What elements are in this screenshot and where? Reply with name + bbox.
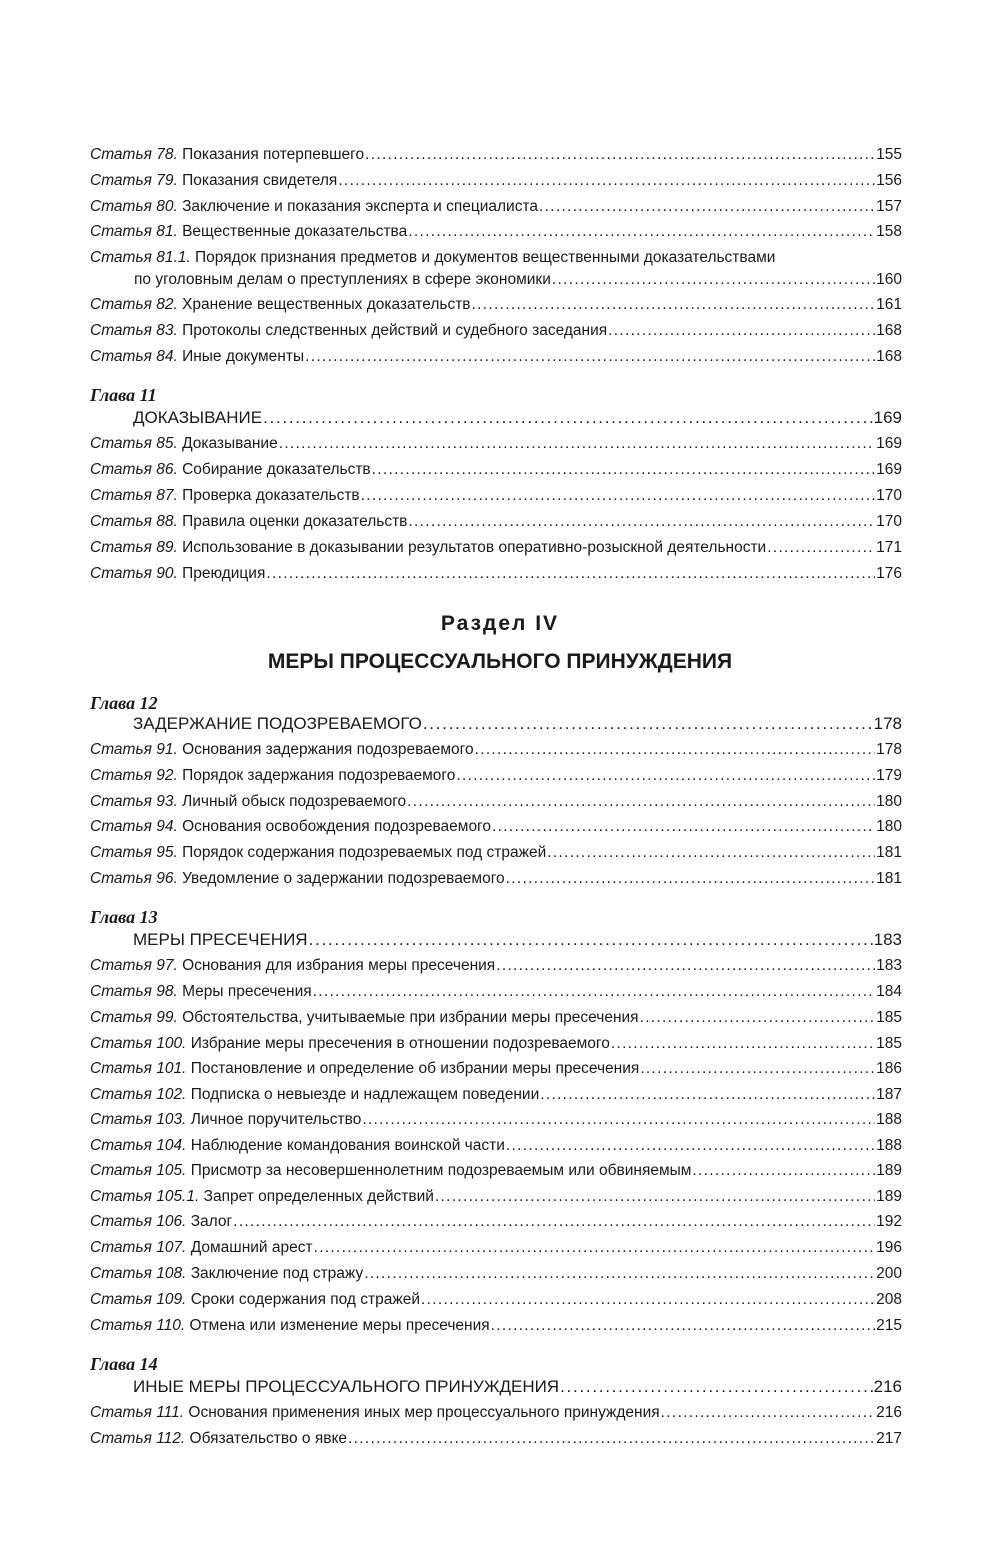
article-entry[interactable]	[90, 434, 902, 454]
article-entry[interactable]	[90, 1059, 902, 1079]
page-number: 156	[876, 172, 902, 189]
page-number: 185	[876, 1009, 902, 1026]
dot-leader	[456, 766, 875, 786]
dot-leader	[309, 930, 873, 950]
article-entry[interactable]	[90, 1264, 902, 1284]
article-title: Личный обыск подозреваемого	[182, 793, 407, 810]
page-number: 208	[876, 1291, 902, 1308]
article-entry[interactable]	[90, 1290, 902, 1310]
dot-leader	[496, 956, 875, 976]
page-number: 170	[876, 487, 902, 504]
article-entry[interactable]	[90, 222, 902, 242]
page-number: 181	[876, 870, 902, 887]
article-title: Уведомление о задержании подозреваемого	[182, 870, 505, 887]
page-number: 188	[876, 1111, 902, 1128]
article-entry[interactable]	[90, 792, 902, 812]
section-title: МЕРЫ ПРОЦЕССУАЛЬНОГО ПРИНУЖДЕНИЯ	[267, 650, 733, 673]
article-title: Преюдиция	[182, 565, 266, 582]
dot-leader	[279, 434, 875, 454]
article-entry[interactable]	[90, 321, 902, 341]
article-entry[interactable]	[90, 1429, 902, 1449]
article-title: Протоколы следственных действий и судебного заседания	[182, 322, 608, 339]
article-title: Домашний арест	[190, 1239, 313, 1256]
article-entry[interactable]	[90, 145, 902, 165]
page-number: 176	[876, 565, 902, 582]
dot-leader	[423, 714, 873, 734]
article-label: Статья 93.	[90, 793, 178, 810]
chapter-entry[interactable]	[133, 1377, 902, 1397]
page-number: 179	[876, 767, 902, 784]
page-number: 183	[876, 957, 902, 974]
article-title: Проверка доказательств	[182, 487, 360, 504]
article-label: Статья 79.	[90, 172, 178, 189]
article-label: Статья 102.	[90, 1086, 187, 1103]
section-number: Раздел IV	[440, 612, 560, 635]
article-title: Заключение под стражу	[190, 1265, 364, 1282]
article-entry[interactable]	[90, 956, 902, 976]
page-number: 168	[876, 322, 902, 339]
article-title: Доказывание	[182, 435, 278, 452]
article-title: Сроки содержания под стражей	[190, 1291, 421, 1308]
article-entry[interactable]	[90, 460, 902, 480]
page-number: 155	[876, 146, 902, 163]
dot-leader	[560, 1377, 873, 1397]
article-label: Статья 86.	[90, 461, 178, 478]
dot-leader	[408, 512, 875, 532]
article-entry[interactable]	[90, 1034, 902, 1054]
page-number: 216	[876, 1404, 902, 1421]
article-label: Статья 78.	[90, 146, 178, 163]
article-entry[interactable]	[90, 295, 902, 315]
page-number: 188	[876, 1137, 902, 1154]
page-number: 184	[876, 983, 902, 1000]
dot-leader	[421, 1290, 875, 1310]
article-label: Статья 81.	[90, 223, 178, 240]
article-title: Наблюдение командования воинской части	[190, 1137, 505, 1154]
chapter-title: ЗАДЕРЖАНИЕ ПОДОЗРЕВАЕМОГО	[133, 714, 422, 733]
article-title: Хранение вещественных доказательств	[182, 296, 471, 313]
page-number: 178	[873, 714, 902, 733]
dot-leader	[338, 171, 875, 191]
glava-heading: Глава 12	[90, 693, 158, 713]
article-entry[interactable]	[90, 1110, 902, 1130]
article-entry[interactable]	[90, 197, 902, 217]
dot-leader	[492, 817, 875, 837]
dot-leader	[640, 1008, 876, 1028]
page-number: 183	[873, 930, 902, 949]
article-title: Заключение и показания эксперта и специалиста	[182, 198, 539, 215]
article-entry[interactable]	[90, 171, 902, 191]
article-title: Вещественные доказательства	[182, 223, 408, 240]
dot-leader	[552, 270, 875, 290]
dot-leader	[263, 408, 873, 428]
article-entry[interactable]	[90, 1136, 902, 1156]
dot-leader	[475, 740, 876, 760]
dot-leader	[362, 1110, 875, 1130]
article-label: Статья 80.	[90, 198, 178, 215]
article-label: Статья 99.	[90, 1009, 178, 1026]
page-number: 178	[876, 741, 902, 758]
article-title: Залог	[190, 1213, 233, 1230]
page-number: 200	[876, 1265, 902, 1282]
article-label: Статья 83.	[90, 322, 178, 339]
article-title: Личное поручительство	[190, 1111, 362, 1128]
article-title: Основания для избрания меры пресечения	[182, 957, 496, 974]
dot-leader	[233, 1212, 875, 1232]
dot-leader	[372, 460, 875, 480]
article-label: Статья 96.	[90, 870, 178, 887]
page-number: 169	[876, 461, 902, 478]
dot-leader	[305, 347, 875, 367]
article-label: Статья 85.	[90, 435, 178, 452]
article-label: Статья 90.	[90, 565, 178, 582]
article-entry[interactable]	[90, 766, 902, 786]
article-title: Иные документы	[182, 348, 305, 365]
page-number: 180	[876, 793, 902, 810]
page-number: 181	[876, 844, 902, 861]
chapter-entry[interactable]	[133, 930, 902, 950]
article-title: Основания освобождения подозреваемого	[182, 818, 491, 835]
article-entry[interactable]	[90, 869, 902, 889]
page-number: 189	[876, 1188, 902, 1205]
dot-leader	[408, 222, 875, 242]
page-number: 157	[876, 198, 902, 215]
dot-leader	[407, 792, 875, 812]
article-label: Статья 91.	[90, 741, 178, 758]
article-title: Запрет определенных действий	[203, 1188, 434, 1205]
article-label: Статья 101.	[90, 1060, 187, 1077]
chapter-title: МЕРЫ ПРЕСЕЧЕНИЯ	[133, 930, 308, 949]
glava-heading: Глава 11	[90, 385, 157, 405]
article-label: Статья 82.	[90, 296, 178, 313]
dot-leader	[472, 295, 876, 315]
article-title: Порядок содержания подозреваемых под стражей	[182, 844, 547, 861]
article-entry[interactable]	[90, 1403, 902, 1423]
page-number: 196	[876, 1239, 902, 1256]
article-title: Обязательство о явке	[189, 1430, 348, 1447]
chapter-entry[interactable]	[133, 714, 902, 734]
dot-leader	[767, 538, 875, 558]
chapter-title: ИНЫЕ МЕРЫ ПРОЦЕССУАЛЬНОГО ПРИНУЖДЕНИЯ	[133, 1377, 560, 1396]
dot-leader	[314, 1238, 876, 1258]
page-number: 192	[876, 1213, 902, 1230]
dot-leader	[539, 197, 875, 217]
page-number: 215	[876, 1317, 902, 1334]
article-label: Статья 103.	[90, 1111, 187, 1128]
article-title-continued: по уголовным делам о преступлениях в сфере экономики	[134, 271, 551, 288]
page-number: 170	[876, 513, 902, 530]
page-number: 217	[876, 1430, 902, 1447]
article-entry[interactable]	[90, 1212, 902, 1232]
article-title: Основания задержания подозреваемого	[182, 741, 474, 758]
dot-leader	[313, 982, 875, 1002]
article-label: Статья 97.	[90, 957, 178, 974]
dot-leader	[692, 1161, 875, 1181]
article-title: Присмотр за несовершеннолетним подозреваемым или обвиняемым	[190, 1162, 692, 1179]
article-title: Избрание меры пресечения в отношении подозреваемого	[190, 1035, 610, 1052]
article-entry[interactable]	[90, 817, 902, 837]
dot-leader	[361, 486, 875, 506]
article-label: Статья 108.	[90, 1265, 187, 1282]
article-title: Собирание доказательств	[182, 461, 371, 478]
article-label: Статья 89.	[90, 539, 178, 556]
dot-leader	[506, 1136, 875, 1156]
dot-leader	[365, 145, 875, 165]
dot-leader	[506, 869, 875, 889]
article-label: Статья 107.	[90, 1239, 187, 1256]
article-entry[interactable]	[90, 347, 902, 367]
dot-leader	[266, 564, 875, 584]
page-number: 168	[876, 348, 902, 365]
chapter-title: ДОКАЗЫВАНИЕ	[133, 408, 263, 427]
article-entry[interactable]	[90, 1085, 902, 1105]
dot-leader	[348, 1429, 875, 1449]
article-entry[interactable]	[90, 1161, 902, 1181]
article-label: Статья 98.	[90, 983, 178, 1000]
article-label: Статья 109.	[90, 1291, 187, 1308]
chapter-entry[interactable]	[133, 408, 902, 428]
dot-leader	[540, 1085, 875, 1105]
dot-leader	[547, 843, 875, 863]
page-number: 185	[876, 1035, 902, 1052]
article-label: Статья 92.	[90, 767, 178, 784]
article-label: Статья 100.	[90, 1035, 187, 1052]
article-entry[interactable]	[90, 1238, 902, 1258]
page-number: 169	[873, 408, 902, 427]
page-number: 187	[876, 1086, 902, 1103]
article-label: Статья 84.	[90, 348, 178, 365]
article-entry[interactable]	[90, 486, 902, 506]
page-number: 161	[876, 296, 902, 313]
article-entry[interactable]	[90, 1187, 902, 1207]
glava-heading: Глава 13	[90, 907, 158, 927]
article-title: Основания применения иных мер процессуального принуждения	[188, 1404, 660, 1421]
article-title: Показания потерпевшего	[182, 146, 365, 163]
page-number: 160	[876, 271, 902, 288]
article-label: Статья 105.1.	[90, 1188, 200, 1205]
article-title: Меры пресечения	[182, 983, 312, 1000]
dot-leader	[364, 1264, 875, 1284]
article-label: Статья 88.	[90, 513, 178, 530]
dot-leader	[608, 321, 875, 341]
article-label: Статья 87.	[90, 487, 178, 504]
article-title: Порядок задержания подозреваемого	[182, 767, 456, 784]
article-entry[interactable]	[90, 512, 902, 532]
page-number: 186	[876, 1060, 902, 1077]
article-entry-line1[interactable]	[90, 248, 775, 268]
article-title: Порядок признания предметов и документов вещественными доказательствами	[195, 249, 776, 266]
dot-leader	[640, 1059, 875, 1079]
article-label: Статья 105.	[90, 1162, 187, 1179]
article-entry[interactable]	[90, 564, 902, 584]
dot-leader	[491, 1316, 876, 1336]
article-entry[interactable]	[90, 538, 902, 558]
page-number: 158	[876, 223, 902, 240]
article-label: Статья 110.	[90, 1317, 186, 1334]
article-label: Статья 81.1.	[90, 249, 191, 266]
article-entry[interactable]	[90, 1316, 902, 1336]
article-title: Использование в доказывании результатов оперативно-розыскной деятельности	[182, 539, 767, 556]
dot-leader	[611, 1034, 875, 1054]
article-entry[interactable]	[90, 1008, 902, 1028]
article-label: Статья 111.	[90, 1404, 185, 1421]
glava-heading: Глава 14	[90, 1354, 158, 1374]
article-label: Статья 106.	[90, 1213, 187, 1230]
article-title: Правила оценки доказательств	[182, 513, 408, 530]
dot-leader	[435, 1187, 875, 1207]
article-title: Показания свидетеля	[182, 172, 338, 189]
page-number: 169	[876, 435, 902, 452]
article-title: Отмена или изменение меры пресечения	[189, 1317, 490, 1334]
article-entry[interactable]	[90, 740, 902, 760]
article-entry-line2[interactable]	[134, 270, 902, 290]
page-number: 171	[876, 539, 902, 556]
article-entry[interactable]	[90, 982, 902, 1002]
article-label: Статья 104.	[90, 1137, 187, 1154]
article-title: Обстоятельства, учитываемые при избрании меры пресечения	[182, 1009, 639, 1026]
article-title: Подписка о невыезде и надлежащем поведении	[190, 1086, 540, 1103]
article-label: Статья 112.	[90, 1430, 186, 1447]
article-title: Постановление и определение об избрании меры пресечения	[190, 1060, 640, 1077]
page-number: 180	[876, 818, 902, 835]
dot-leader	[661, 1403, 875, 1423]
article-label: Статья 95.	[90, 844, 178, 861]
article-entry[interactable]	[90, 843, 902, 863]
article-label: Статья 94.	[90, 818, 178, 835]
page-number: 216	[873, 1377, 902, 1396]
page-number: 189	[876, 1162, 902, 1179]
